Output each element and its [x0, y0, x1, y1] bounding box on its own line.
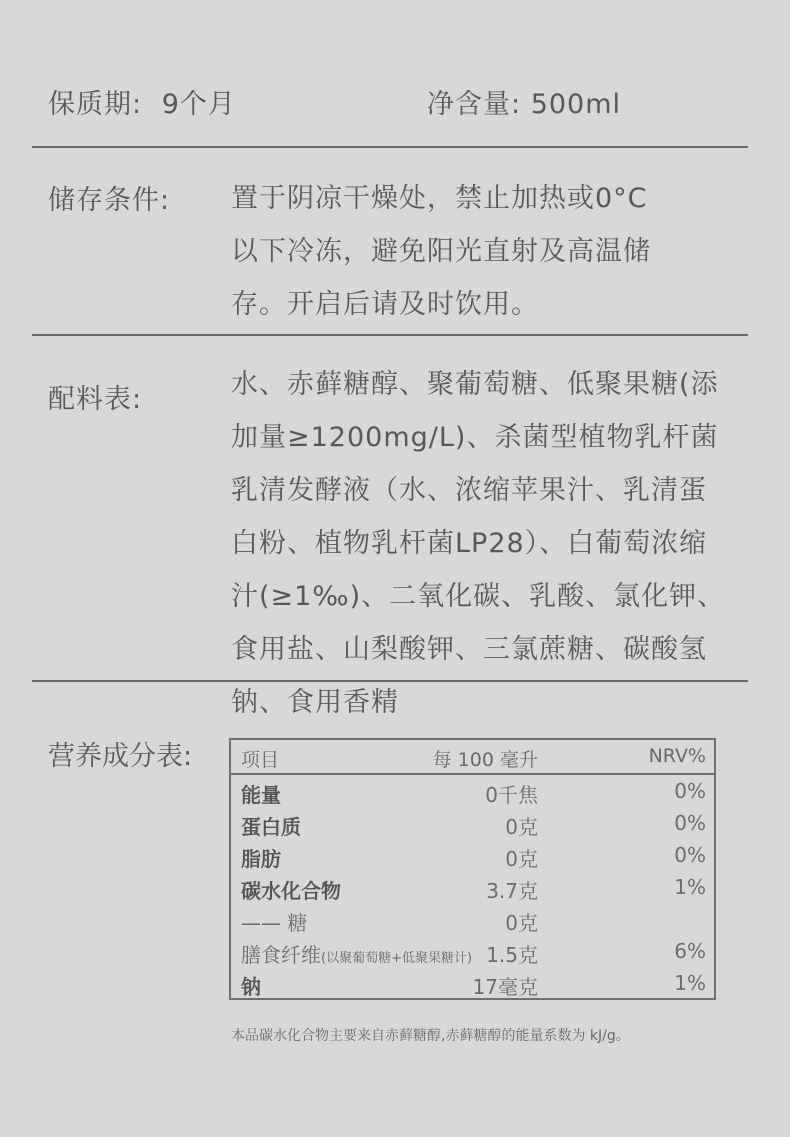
ingredients-line: 食用盐、山梨酸钾、三氯蔗糖、碳酸氢 [231, 634, 707, 665]
ingredients-line: 钠、食用香精 [231, 687, 399, 718]
table-row [231, 808, 714, 840]
footnote: 本品碳水化合物主要来自赤藓糖醇,赤藓糖醇的能量系数为 kJ/g。 [231, 1028, 630, 1044]
ingredients-line: 乳清发酵液（水、浓缩苹果汁、乳清蛋 [231, 475, 707, 506]
net-content-value: 500ml [530, 89, 622, 120]
table-row [231, 872, 714, 904]
row-value: 0克 [505, 815, 538, 839]
row-value: 17毫克 [472, 975, 538, 999]
row-item: 蛋白质 [241, 815, 301, 839]
nutrition-table-header [231, 740, 714, 775]
ingredients-line: 汁(≥1‰)、二氧化碳、乳酸、氯化钾、 [231, 581, 726, 612]
shelf-life [48, 82, 236, 121]
row-item [241, 939, 472, 968]
table-row [231, 968, 714, 1000]
row-nrv: 0% [674, 843, 706, 867]
row-item: —— 糖 [241, 911, 308, 935]
shelf-life-value: 9个月 [161, 89, 236, 120]
divider [32, 146, 748, 148]
storage-text [231, 172, 731, 331]
ingredients-line: 白粉、植物乳杆菌LP28）、白葡萄浓缩 [231, 528, 708, 559]
net-content-label: 净含量: [427, 89, 522, 120]
nutrition-label: 营养成分表: [48, 741, 193, 772]
table-row [231, 840, 714, 872]
header-item: 项目 [241, 749, 280, 771]
row-value: 3.7克 [486, 879, 538, 903]
row-value: 0克 [505, 911, 538, 935]
row-nrv: 1% [674, 971, 706, 995]
header-per100: 每 100 毫升 [432, 749, 538, 771]
storage-line: 存。开启后请及时饮用。 [231, 289, 539, 320]
nutrition-table [229, 738, 716, 1000]
row-nrv: 6% [674, 939, 706, 963]
storage-line: 置于阴凉干燥处，禁止加热或0°C [231, 183, 648, 214]
ingredients-line: 水、赤藓糖醇、聚葡萄糖、低聚果糖(添 [231, 369, 719, 400]
storage-line: 以下冷冻，避免阳光直射及高温储 [231, 236, 651, 267]
row-item-note: (以聚葡萄糖+低聚果糖计) [321, 951, 473, 966]
row-nrv: 1% [674, 875, 706, 899]
shelf-life-label: 保质期: [48, 89, 143, 120]
table-row [231, 904, 714, 936]
table-row [231, 776, 714, 808]
row-value: 0克 [505, 847, 538, 871]
row-nrv: 0% [674, 811, 706, 835]
storage-label: 储存条件: [48, 185, 171, 216]
row-item-name: 膳食纤维 [241, 943, 321, 967]
ingredients-line: 加量≥1200mg/L)、杀菌型植物乳杆菌 [231, 422, 719, 453]
divider [32, 680, 748, 682]
ingredients-label: 配料表: [48, 384, 143, 415]
table-row [231, 936, 714, 968]
row-nrv: 0% [674, 779, 706, 803]
divider [32, 334, 748, 336]
net-content [427, 82, 621, 121]
header-nrv: NRV% [648, 745, 706, 767]
row-item: 钠 [241, 975, 261, 999]
row-value: 1.5克 [486, 943, 538, 967]
row-item: 碳水化合物 [241, 879, 341, 903]
ingredients-text [231, 358, 731, 729]
row-item: 能量 [241, 783, 281, 807]
row-item: 脂肪 [241, 847, 281, 871]
row-value: 0千焦 [485, 783, 538, 807]
